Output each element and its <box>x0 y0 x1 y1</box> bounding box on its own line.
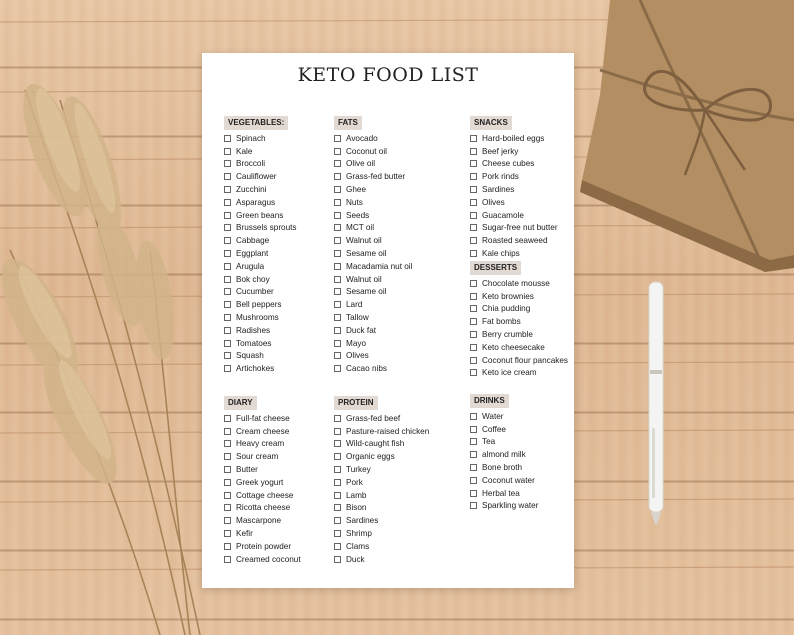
checklist-item <box>470 183 558 196</box>
checklist-item-label: MCT oil <box>346 223 375 233</box>
checklist-item-label: Eggplant <box>236 249 269 259</box>
checklist-item-label: Cucumber <box>236 287 274 297</box>
checkbox[interactable] <box>334 199 341 206</box>
checklist-item <box>334 502 429 515</box>
checkbox[interactable] <box>470 160 477 167</box>
checklist-item <box>334 463 429 476</box>
checklist-item <box>470 474 538 487</box>
checklist-item-label: Artichokes <box>236 364 275 374</box>
checklist-item-label: Grass-fed butter <box>346 172 406 182</box>
checklist-item <box>224 311 297 324</box>
checkbox[interactable] <box>470 477 477 484</box>
checkbox[interactable] <box>470 305 477 312</box>
checkbox[interactable] <box>224 212 231 219</box>
checkbox[interactable] <box>224 314 231 321</box>
checklist-item <box>224 222 297 235</box>
checklist-item-label: Turkey <box>346 465 371 475</box>
checkbox[interactable] <box>334 173 341 180</box>
checklist-item-label: Ricotta cheese <box>236 503 291 513</box>
checklist-item-label: Nuts <box>346 197 363 207</box>
checkbox[interactable] <box>334 365 341 372</box>
section-snacks <box>470 110 558 260</box>
checkbox[interactable] <box>470 344 477 351</box>
checklist-item <box>224 273 297 286</box>
checkbox[interactable] <box>470 199 477 206</box>
checklist-item-label: Hard-boiled eggs <box>482 133 545 143</box>
checklist-item <box>470 170 558 183</box>
item-list-vegetables <box>224 132 297 375</box>
checklist-item <box>470 487 538 500</box>
checklist-item-label: Greek yogurt <box>236 477 284 487</box>
checkbox[interactable] <box>334 466 341 473</box>
checklist-item <box>334 450 429 463</box>
checklist-item <box>470 367 568 380</box>
checklist-item <box>470 328 568 341</box>
checkbox[interactable] <box>470 438 477 445</box>
checklist-item-label: Olives <box>346 351 369 361</box>
checklist-item <box>224 286 297 299</box>
section-label-protein: PROTEIN <box>334 396 378 410</box>
checklist-item-label: Pork <box>346 477 363 487</box>
checklist-item <box>470 410 538 423</box>
checklist-item <box>334 247 412 260</box>
gift-box-decoration <box>580 0 794 272</box>
checklist-item-label: Walnut oil <box>346 236 382 246</box>
checklist-item-label: Wild-caught fish <box>346 439 405 449</box>
checkbox[interactable] <box>334 250 341 257</box>
checklist-item-label: Squash <box>236 351 264 361</box>
checklist-item-label: Pasture-raised chicken <box>346 426 430 436</box>
checklist-item <box>224 337 297 350</box>
section-desserts <box>470 255 568 379</box>
checkbox[interactable] <box>224 250 231 257</box>
checklist-item-label: Avocado <box>346 133 378 143</box>
checklist-item <box>334 132 412 145</box>
item-list-diary <box>224 412 301 566</box>
checkbox[interactable] <box>334 504 341 511</box>
section-label-fats: FATS <box>334 116 362 130</box>
checkbox[interactable] <box>224 415 231 422</box>
checkbox[interactable] <box>470 490 477 497</box>
checklist-item-label: Kale chips <box>482 249 520 259</box>
checklist-item <box>470 222 558 235</box>
checklist-item <box>470 423 538 436</box>
checklist-item-label: Tomatoes <box>236 338 272 348</box>
checklist-item-label: Lard <box>346 300 363 310</box>
checklist-item-label: Asparagus <box>236 197 276 207</box>
checkbox[interactable] <box>470 212 477 219</box>
checkbox[interactable] <box>224 327 231 334</box>
checklist-item-label: Walnut oil <box>346 274 382 284</box>
checklist-item <box>334 234 412 247</box>
checkbox[interactable] <box>334 530 341 537</box>
checklist-item-label: Sugar-free nut butter <box>482 223 558 233</box>
checklist-item <box>224 298 297 311</box>
checklist-item <box>224 350 297 363</box>
checklist-item <box>334 337 412 350</box>
checklist-item-label: Bone broth <box>482 463 523 473</box>
checklist-item-label: Lamb <box>346 490 367 500</box>
checkbox[interactable] <box>334 352 341 359</box>
checkbox[interactable] <box>224 543 231 550</box>
checklist-item-label: Olives <box>482 197 505 207</box>
checkbox[interactable] <box>224 440 231 447</box>
checkbox[interactable] <box>470 413 477 420</box>
checklist-item-label: Zucchini <box>236 185 267 195</box>
checklist-item <box>224 170 297 183</box>
checkbox[interactable] <box>334 276 341 283</box>
checkbox[interactable] <box>224 428 231 435</box>
checkbox[interactable] <box>334 212 341 219</box>
checklist-item-label: Bell peppers <box>236 300 282 310</box>
checklist-item-label: Keto cheesecake <box>482 342 545 352</box>
checklist-item <box>224 412 301 425</box>
section-label-drinks: DRINKS <box>470 394 509 408</box>
checklist-item-label: Mushrooms <box>236 313 279 323</box>
checklist-item-label: Cottage cheese <box>236 490 294 500</box>
checklist-item-label: Cauliflower <box>236 172 277 182</box>
checklist-item <box>470 209 558 222</box>
checklist-item <box>334 514 429 527</box>
item-list-desserts <box>470 277 568 379</box>
checklist-item <box>470 303 568 316</box>
checklist-item <box>334 540 429 553</box>
checkbox[interactable] <box>334 288 341 295</box>
checklist-item <box>334 196 412 209</box>
checkbox[interactable] <box>224 160 231 167</box>
checklist-item-label: Olive oil <box>346 159 376 169</box>
checkbox[interactable] <box>224 530 231 537</box>
checklist-item <box>334 438 429 451</box>
checklist-item-label: Keto ice cream <box>482 368 537 378</box>
checkbox[interactable] <box>470 331 477 338</box>
page-title: KETO FOOD LIST <box>297 64 479 86</box>
checklist-item <box>470 354 568 367</box>
checklist-item-label: Berry crumble <box>482 330 533 340</box>
checkbox[interactable] <box>470 464 477 471</box>
checklist-item-label: Coconut water <box>482 475 535 485</box>
checklist-item-label: Coffee <box>482 424 506 434</box>
checkbox[interactable] <box>470 224 477 231</box>
checklist-item <box>470 500 538 513</box>
checklist-item <box>224 450 301 463</box>
checklist-item-label: Mayo <box>346 338 367 348</box>
checkbox[interactable] <box>224 352 231 359</box>
checkbox[interactable] <box>470 173 477 180</box>
checkbox[interactable] <box>224 504 231 511</box>
checkbox[interactable] <box>334 263 341 270</box>
checkbox[interactable] <box>334 186 341 193</box>
checklist-item-label: Shrimp <box>346 529 372 539</box>
checklist-item <box>334 324 412 337</box>
checkbox[interactable] <box>224 556 231 563</box>
checkbox[interactable] <box>334 148 341 155</box>
checklist-item-label: Mascarpone <box>236 516 282 526</box>
checklist-item-label: Clams <box>346 541 370 551</box>
section-label-desserts: DESSERTS <box>470 261 521 275</box>
checkbox[interactable] <box>334 224 341 231</box>
checklist-item <box>334 527 429 540</box>
checklist-item <box>224 362 297 375</box>
checkbox[interactable] <box>334 237 341 244</box>
checkbox[interactable] <box>470 148 477 155</box>
item-list-fats <box>334 132 412 375</box>
checkbox[interactable] <box>334 314 341 321</box>
checklist-item <box>224 183 297 196</box>
checkbox[interactable] <box>470 280 477 287</box>
checkbox[interactable] <box>334 440 341 447</box>
checkbox[interactable] <box>334 340 341 347</box>
checklist-item <box>224 324 297 337</box>
checkbox[interactable] <box>224 301 231 308</box>
section-fats <box>334 110 412 375</box>
item-list-snacks <box>470 132 558 260</box>
checkbox[interactable] <box>470 451 477 458</box>
checklist-item <box>334 350 412 363</box>
checklist-item <box>334 286 412 299</box>
checklist-item-label: Duck <box>346 554 365 564</box>
checkbox[interactable] <box>470 135 477 142</box>
checkbox[interactable] <box>334 543 341 550</box>
checkbox[interactable] <box>224 492 231 499</box>
checklist-item <box>334 362 412 375</box>
checklist-item <box>470 158 558 171</box>
checklist-item <box>334 553 429 566</box>
checklist-item <box>334 170 412 183</box>
checkbox[interactable] <box>470 369 477 376</box>
checkbox[interactable] <box>334 453 341 460</box>
checklist-item <box>470 234 558 247</box>
checklist-item-label: Cheese cubes <box>482 159 535 169</box>
checklist-item-label: Radishes <box>236 325 271 335</box>
checklist-item-label: Sardines <box>346 516 379 526</box>
checklist-item <box>334 222 412 235</box>
checklist-item <box>224 247 297 260</box>
checklist-item <box>334 489 429 502</box>
checklist-item <box>224 196 297 209</box>
checklist-item-label: Heavy cream <box>236 439 285 449</box>
checklist-item-label: Chia pudding <box>482 304 531 314</box>
checklist-item <box>334 145 412 158</box>
checklist-item <box>470 196 558 209</box>
checklist-item-label: Brussels sprouts <box>236 223 297 233</box>
section-drinks <box>470 388 538 512</box>
checklist-item <box>224 540 301 553</box>
checklist-item <box>334 183 412 196</box>
checklist-item <box>224 489 301 502</box>
checklist-item-label: Sour cream <box>236 452 279 462</box>
checkbox[interactable] <box>224 135 231 142</box>
section-diary <box>224 390 301 566</box>
checklist-item-label: Chocolate mousse <box>482 278 550 288</box>
checklist-item <box>224 158 297 171</box>
checklist-item <box>224 209 297 222</box>
checklist-item-label: Pork rinds <box>482 172 519 182</box>
checklist-item-label: Cream cheese <box>236 426 290 436</box>
checklist-item <box>470 315 568 328</box>
checklist-item <box>470 145 558 158</box>
checklist-item <box>470 448 538 461</box>
checklist-item-label: Sardines <box>482 185 515 195</box>
checklist-item <box>334 476 429 489</box>
item-list-drinks <box>470 410 538 512</box>
checkbox[interactable] <box>334 517 341 524</box>
checkbox[interactable] <box>470 293 477 300</box>
checklist-item-label: Coconut flour pancakes <box>482 355 569 365</box>
checklist-item-label: Coconut oil <box>346 146 387 156</box>
checkbox[interactable] <box>470 318 477 325</box>
checklist-item-label: Kefir <box>236 529 253 539</box>
checkbox[interactable] <box>224 453 231 460</box>
checkbox[interactable] <box>224 365 231 372</box>
checklist-item <box>224 425 301 438</box>
checklist-item <box>334 412 429 425</box>
checklist-item <box>224 476 301 489</box>
checklist-item-label: Protein powder <box>236 541 292 551</box>
checklist-item-label: Guacamole <box>482 210 524 220</box>
checklist-item-label: Spinach <box>236 133 266 143</box>
checklist-item <box>334 158 412 171</box>
checkbox[interactable] <box>334 556 341 563</box>
checkbox[interactable] <box>334 135 341 142</box>
checkbox[interactable] <box>334 428 341 435</box>
checkbox[interactable] <box>470 237 477 244</box>
checkbox[interactable] <box>334 415 341 422</box>
checklist-item <box>470 277 568 290</box>
checklist-item-label: Keto brownies <box>482 291 534 301</box>
checklist-item <box>224 527 301 540</box>
checklist-item-label: Herbal tea <box>482 488 520 498</box>
checklist-item <box>224 463 301 476</box>
checklist-item <box>334 273 412 286</box>
checklist-item <box>470 132 558 145</box>
checkbox[interactable] <box>470 426 477 433</box>
checklist-item <box>224 553 301 566</box>
pen-decoration <box>649 282 663 524</box>
checkbox[interactable] <box>334 479 341 486</box>
checkbox[interactable] <box>224 340 231 347</box>
checklist-item <box>224 132 297 145</box>
checklist-item-label: Cacao nibs <box>346 364 387 374</box>
checkbox[interactable] <box>334 327 341 334</box>
section-protein <box>334 390 429 566</box>
checklist-item-label: Tea <box>482 437 496 447</box>
checklist-item-label: Tallow <box>346 313 369 323</box>
checkbox[interactable] <box>224 224 231 231</box>
section-label-vegetables: VEGETABLES: <box>224 116 288 130</box>
checklist-item <box>470 436 538 449</box>
checklist-item-label: Grass-fed beef <box>346 413 401 423</box>
checkbox[interactable] <box>224 186 231 193</box>
checklist-item-label: Seeds <box>346 210 370 220</box>
checkbox[interactable] <box>224 263 231 270</box>
checklist-item-label: Ghee <box>346 185 367 195</box>
checkbox[interactable] <box>470 357 477 364</box>
checklist-item <box>334 209 412 222</box>
checkbox[interactable] <box>334 160 341 167</box>
checklist-item <box>334 425 429 438</box>
keto-food-list-sheet <box>202 53 574 588</box>
checklist-item-label: Bison <box>346 503 367 513</box>
checklist-item <box>334 260 412 273</box>
checkbox[interactable] <box>224 276 231 283</box>
checklist-item <box>224 514 301 527</box>
checklist-item-label: Bok choy <box>236 274 270 284</box>
checklist-item-label: Duck fat <box>346 325 377 335</box>
checklist-item-label: Sesame oil <box>346 249 387 259</box>
checklist-item <box>470 341 568 354</box>
checklist-item-label: Green beans <box>236 210 284 220</box>
checklist-item <box>224 260 297 273</box>
checklist-item-label: Water <box>482 411 504 421</box>
checklist-item <box>224 502 301 515</box>
checklist-item <box>224 145 297 158</box>
checklist-item-label: Fat bombs <box>482 317 521 327</box>
checkbox[interactable] <box>224 237 231 244</box>
checklist-item-label: Kale <box>236 146 253 156</box>
checkbox[interactable] <box>224 199 231 206</box>
checklist-item-label: Cabbage <box>236 236 270 246</box>
section-vegetables <box>224 110 297 375</box>
checkbox[interactable] <box>224 173 231 180</box>
checklist-item <box>224 438 301 451</box>
checkbox[interactable] <box>224 288 231 295</box>
checklist-item-label: Full-fat cheese <box>236 413 290 423</box>
item-list-protein <box>334 412 429 566</box>
checkbox[interactable] <box>224 466 231 473</box>
checklist-item-label: Broccoli <box>236 159 266 169</box>
checklist-item-label: almond milk <box>482 450 526 460</box>
checklist-item <box>334 298 412 311</box>
checklist-item <box>470 290 568 303</box>
checklist-item-label: Butter <box>236 465 258 475</box>
section-label-diary: DIARY <box>224 396 257 410</box>
checkbox[interactable] <box>224 479 231 486</box>
checklist-item-label: Creamed coconut <box>236 554 301 564</box>
checklist-item-label: Organic eggs <box>346 452 395 462</box>
checkbox[interactable] <box>224 517 231 524</box>
checklist-item-label: Macadamia nut oil <box>346 261 413 271</box>
checklist-item-label: Sparkling water <box>482 501 539 511</box>
checklist-item-label: Roasted seaweed <box>482 236 548 246</box>
checkbox[interactable] <box>334 301 341 308</box>
checklist-item <box>470 461 538 474</box>
checklist-item-label: Arugula <box>236 261 265 271</box>
checkbox[interactable] <box>470 502 477 509</box>
checklist-item-label: Beef jerky <box>482 146 519 156</box>
section-label-snacks: SNACKS <box>470 116 512 130</box>
checklist-item-label: Sesame oil <box>346 287 387 297</box>
checklist-item <box>334 311 412 324</box>
checkbox[interactable] <box>334 492 341 499</box>
checklist-item <box>224 234 297 247</box>
checkbox[interactable] <box>470 186 477 193</box>
checkbox[interactable] <box>224 148 231 155</box>
